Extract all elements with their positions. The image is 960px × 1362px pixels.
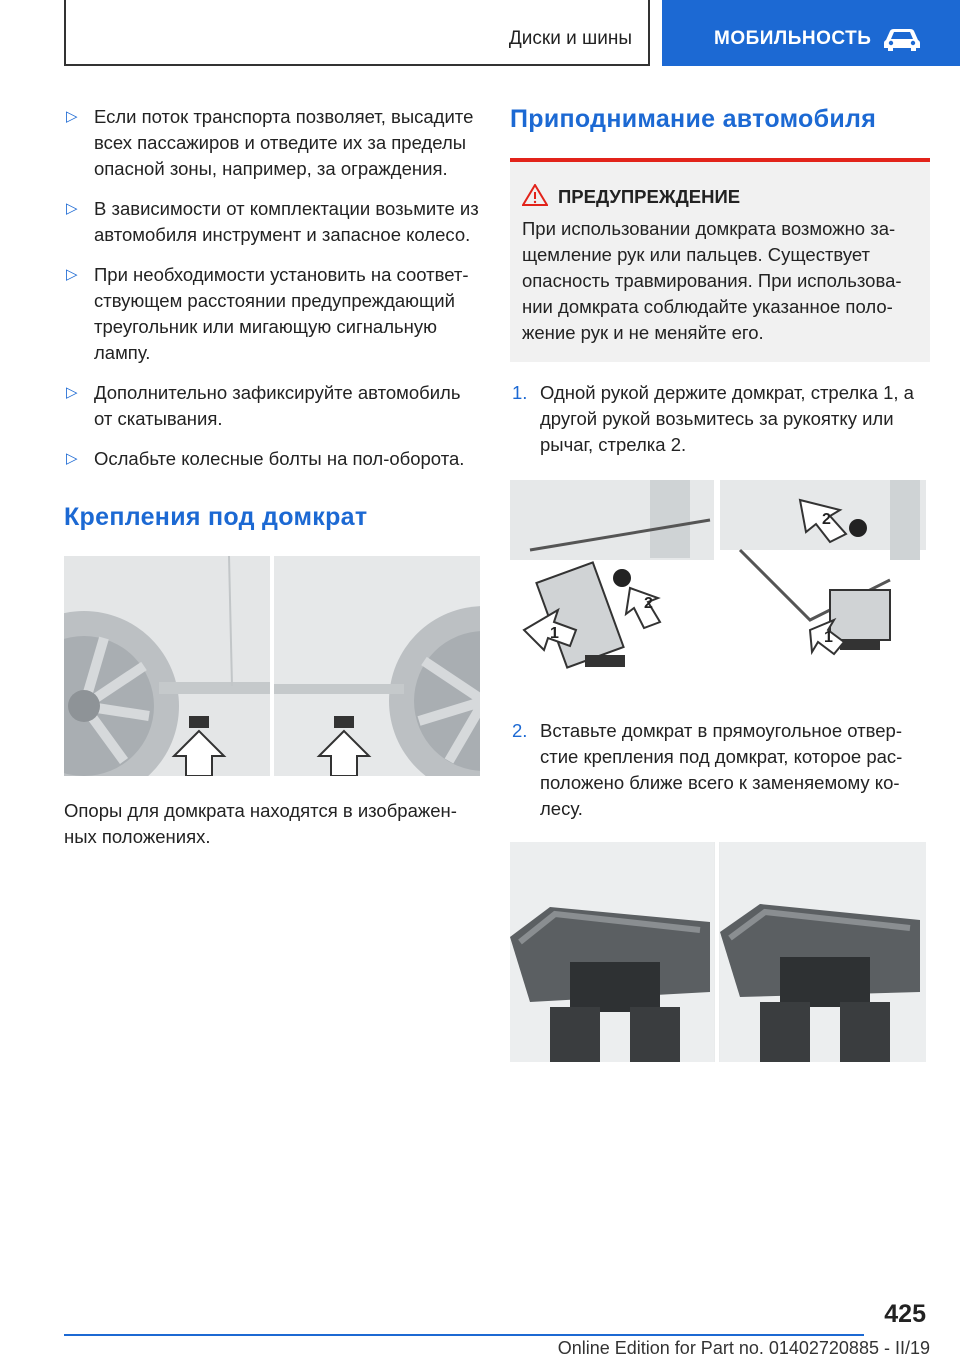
triangle-bullet-icon: ▷: [66, 450, 78, 467]
step-number: 2.: [512, 720, 528, 741]
header-chapter-title: МОБИЛЬНОСТЬ: [714, 28, 872, 49]
warning-title: ПРЕДУПРЕЖДЕНИЕ: [522, 184, 918, 210]
arrow-label: 1: [824, 629, 833, 646]
list-item: ▷ Если поток транспорта позволяет, высадите всех пассажиров и отведите их за пределы опасной зоны, например, за ограждения.: [66, 106, 474, 179]
left-column: [64, 104, 482, 850]
step-text: Вставьте домкрат в прямоугольное отверстие крепления под домкрат, которое расположено ближе всего к заменяемому колесу.: [540, 720, 903, 819]
step-item: [510, 380, 930, 458]
step-text: Одной рукой держите домкрат, стрелка 1, а другой рукой возьмитесь за рукоятку или рычаг, стрелка 2.: [540, 382, 914, 455]
triangle-bullet-icon: ▷: [66, 266, 78, 283]
step-number: 1.: [512, 382, 528, 403]
list-item: ▷ В зависимости от комплектации возьмите из автомобиля инструмент и запасное колесо.: [66, 198, 479, 245]
list-item: ▷ При необходимости установить на соответствующем расстоянии предупреждающий треугольник или мигающую сигнальную лампу.: [66, 264, 469, 363]
jack-points-photo: [64, 556, 480, 776]
header-section-tab: [64, 0, 650, 66]
page-number: 425: [884, 1300, 926, 1328]
header-section-title: Диски и шины: [508, 28, 632, 49]
jack-insertion-photo: [510, 842, 926, 1062]
section-heading-jack-points: Крепления под домкрат: [64, 503, 368, 531]
list-item: ▷ Дополнительно зафиксируйте автомобиль от скатывания.: [66, 382, 461, 429]
arrow-label: 2: [822, 511, 831, 528]
step-item: [510, 718, 930, 822]
triangle-bullet-icon: ▷: [66, 108, 78, 125]
photo-caption: Опоры для домкрата находятся в изображенных положениях.: [64, 800, 457, 847]
warning-triangle-icon: [522, 184, 548, 206]
jack-handling-photo: [510, 480, 926, 690]
list-item: ▷ Ослабьте колесные болты на пол-оборота.: [64, 446, 482, 472]
warning-text: При использовании домкрата возможно защемление рук или пальцев. Существует опасность травмирования. При использовании домкрата соблюдайте указанное положение рук и не меняйте его.: [522, 218, 902, 343]
car-icon: [882, 26, 922, 52]
section-heading-lifting: Приподнимание автомобиля: [510, 105, 877, 133]
header-chapter-tab: [662, 0, 960, 66]
warning-box: [510, 158, 930, 362]
edition-info: Online Edition for Part no. 01402720885 - II/19: [557, 1338, 930, 1358]
triangle-bullet-icon: ▷: [66, 384, 78, 401]
arrow-label: 1: [550, 625, 559, 642]
triangle-bullet-icon: ▷: [66, 200, 78, 217]
right-column: [510, 104, 930, 1062]
arrow-label: 2: [644, 595, 653, 612]
footer-divider: [64, 1334, 864, 1336]
